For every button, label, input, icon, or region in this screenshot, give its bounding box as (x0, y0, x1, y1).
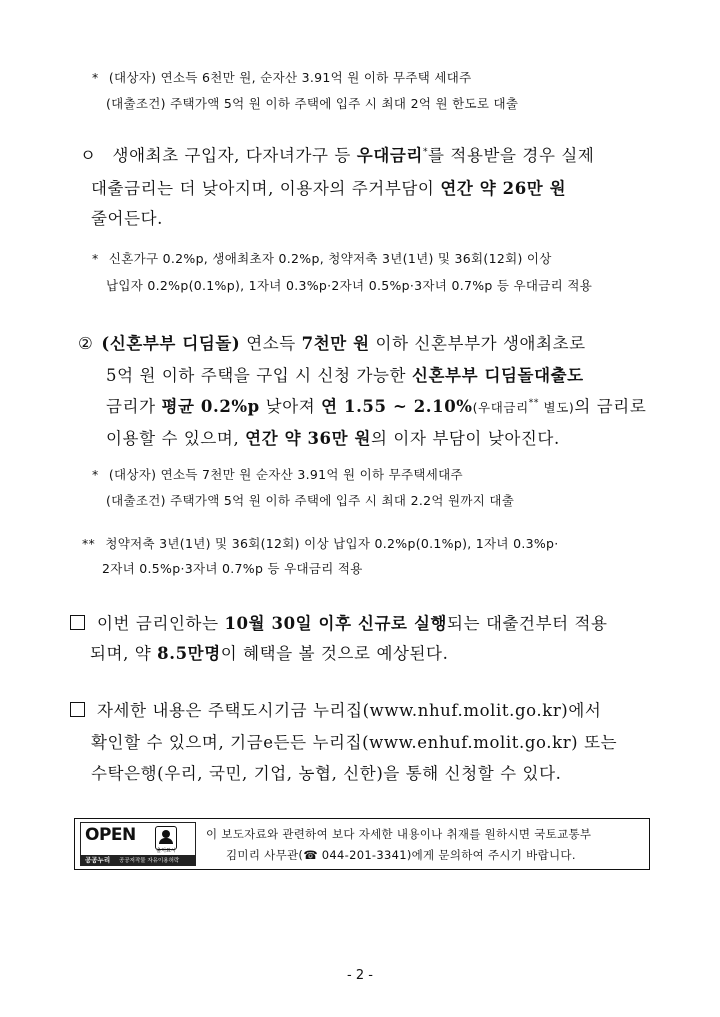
text: 이하 신혼부부가 생애최초로 (369, 334, 586, 353)
para-effective-date-line1 (70, 610, 608, 634)
text: 되는 대출건부터 적용 (447, 614, 608, 633)
note-text: 주택가액 5억 원 이하 주택에 입주 시 최대 2.2억 원까지 대출 (165, 493, 515, 508)
text: 줄어든다. (91, 209, 164, 228)
text: 이용할 수 있으며, (106, 429, 246, 448)
para-more-info-line1 (70, 697, 601, 721)
note-text: 납입자 0.2%p(0.1%p), 1자녀 0.3%p·2자녀 0.5%p·3자녀 0.7%p 등 우대금리 적용 (106, 278, 593, 293)
para-newlywed-line1 (78, 330, 586, 354)
page-number: - 2 - (347, 968, 373, 983)
text-bold: 8.5만명 (157, 644, 221, 663)
note-marker: * (92, 251, 99, 266)
logo-caption-kogl: 공공누리 (85, 856, 111, 864)
text-bold: (신혼부부 디딤돌) (101, 334, 241, 353)
note-label: (대상자) (108, 70, 157, 85)
text: 자세한 내용은 주택도시기금 누리집(www.nhuf.molit.go.kr)에서 (97, 701, 602, 720)
text-small: 별도) (538, 400, 575, 415)
para-preferential-rate-line3 (91, 205, 163, 229)
text: 금리가 (106, 397, 162, 416)
text: 를 적용받을 경우 실제 (428, 146, 595, 165)
note-text: 연소득 6천만 원, 순자산 3.91억 원 이하 무주택 세대주 (156, 70, 472, 85)
text: 생애최초 구입자, 다자녀가구 등 (112, 146, 357, 165)
text: 의 이자 부담이 낮아진다. (371, 429, 560, 448)
para-newlywed-line2 (106, 362, 584, 386)
phone-icon: ☎ (303, 848, 318, 862)
open-logo-text: OPEN (85, 825, 136, 845)
para-preferential-rate-line2 (91, 175, 566, 199)
footnote-marker: ** (528, 398, 539, 409)
text: 대출금리는 더 낮아지며, 이용자의 주거부담이 (91, 179, 441, 198)
contact-name: 김미리 사무관( (226, 848, 304, 862)
text-bold: 신혼부부 디딤돌대출도 (411, 366, 584, 385)
note-text: 신혼가구 0.2%p, 생애최초자 0.2%p, 청약저축 3년(1년) 및 36회(12회) 이상 (108, 251, 552, 266)
text-small: (우대금리 (472, 400, 529, 415)
text-bold: 연 1.55 ~ 2.10% (321, 397, 473, 416)
footnote-marker: * (422, 147, 429, 158)
para-more-info-line2 (91, 729, 617, 753)
text-bold: 7천만 원 (301, 334, 370, 353)
text: 되며, 약 (90, 644, 158, 663)
note-label: (대상자) (108, 467, 157, 482)
note-text: 청약저축 3년(1년) 및 36회(12회) 이상 납입자 0.2%p(0.1%p), 1자녀 0.3%p· (105, 536, 559, 551)
text-bold: 연간 약 36만 원 (245, 429, 372, 448)
text: 연소득 (240, 334, 302, 353)
text: 이 혜택을 볼 것으로 예상된다. (220, 644, 449, 663)
note-label: (대출조건) (106, 96, 166, 111)
text: 확인할 수 있으며, 기금e든든 누리집(www.enhuf.molit.go.kr) 또는 (91, 733, 618, 752)
attribution-badge-label: 출처표시 (156, 848, 176, 854)
contact-line2 (226, 847, 576, 863)
note-text: 연소득 7천만 원 순자산 3.91억 원 이하 무주택세대주 (156, 467, 463, 482)
para-newlywed-line4 (106, 425, 560, 449)
logo-caption-license: 공공저작물 자유이용허락 (119, 858, 180, 864)
contact-line1: 이 보도자료와 관련하여 보다 자세한 내용이나 취재를 원하시면 국토교통부 (206, 827, 592, 841)
text: 5억 원 이하 주택을 구입 시 신청 가능한 (106, 366, 412, 385)
para-preferential-rate-line1 (80, 142, 594, 166)
note-text: 2자녀 0.5%p·3자녀 0.7%p 등 우대금리 적용 (102, 561, 363, 576)
note-preferential-rate-1 (92, 249, 552, 267)
text: 수탁은행(우리, 국민, 기업, 농협, 신한)을 통해 신청할 수 있다. (91, 764, 562, 783)
note-loan-condition-2 (106, 491, 514, 509)
text-bold: 연간 약 26만 원 (440, 179, 567, 198)
text: 낮아져 (259, 397, 322, 416)
contact-phone: 044-201-3341)에게 문의하여 주시기 바랍니다. (317, 848, 576, 862)
open-license-logo (80, 822, 196, 866)
para-newlywed-line3 (106, 393, 646, 417)
text: 의 금리로 (574, 397, 647, 416)
note-preferential-rate-2 (106, 276, 592, 294)
note-newlywed-preferential-2 (102, 559, 363, 577)
para-more-info-line3 (91, 760, 561, 784)
text-bold: 평균 0.2%p (161, 397, 260, 416)
para-effective-date-line2 (90, 640, 448, 664)
note-marker: * (92, 467, 99, 482)
note-marker: ** (82, 536, 96, 551)
note-text: 주택가액 5억 원 이하 주택에 입주 시 최대 2억 원 한도로 대출 (165, 96, 519, 111)
note-eligibility-2 (92, 465, 463, 483)
note-marker: * (92, 70, 99, 85)
text: 이번 금리인하는 (97, 614, 225, 633)
note-newlywed-preferential-1 (82, 534, 559, 552)
checkbox-square-icon (70, 615, 85, 630)
bullet-circle: ㅇ (80, 146, 97, 165)
text-bold: 10월 30일 이후 신규로 실행 (224, 614, 448, 633)
checkbox-square-icon (70, 702, 85, 717)
item-number: ② (78, 334, 94, 353)
note-label: (대출조건) (106, 493, 166, 508)
note-eligibility-1 (92, 68, 471, 86)
text-bold: 우대금리 (356, 146, 423, 165)
note-loan-condition-1 (106, 94, 518, 112)
